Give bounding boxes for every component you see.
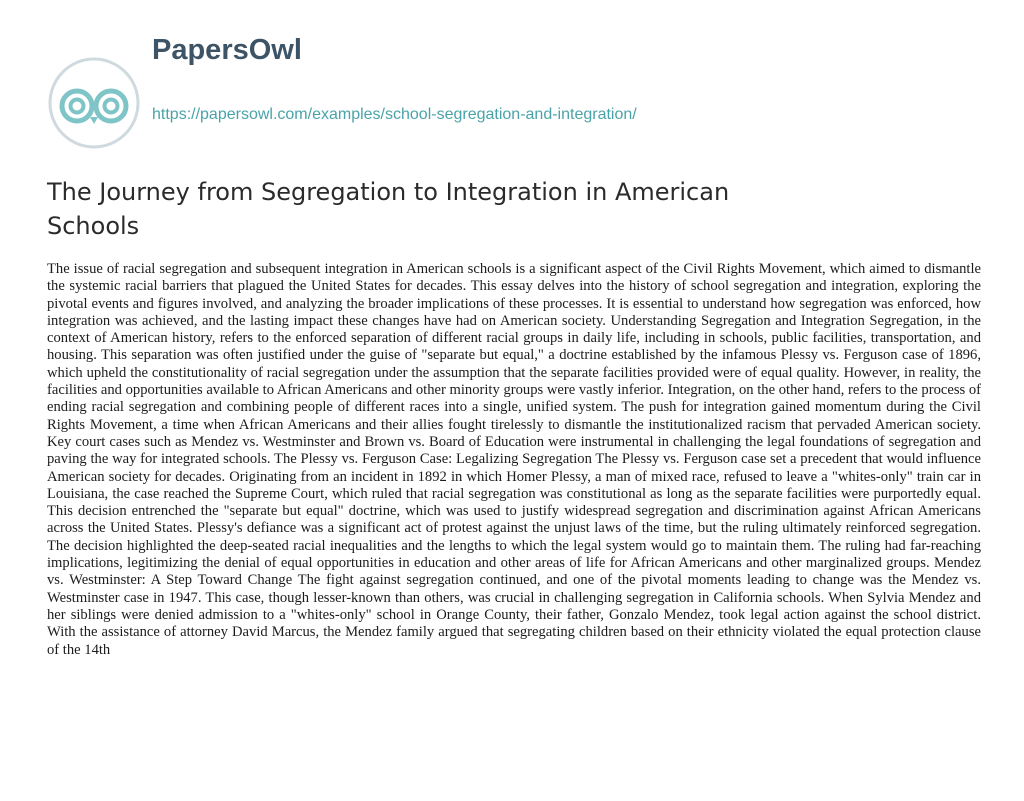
source-url-link[interactable]: https://papersowl.com/examples/school-segregation-and-integration/: [152, 106, 637, 123]
essay-body: The issue of racial segregation and subsequent integration in American schools is a significant aspect of the Civil Rights Movement, which aimed to dismantle the systemic racial barriers that plagued the United States for decades. This essay delves into the history of school segregation and integration, exploring the pivotal events and figures involved, and analyzing the broader implications of these processes. It is essential to understand how segregation was enforced, how integration was achieved, and the lasting impact these changes have had on American society. Understanding Segregation and Integration Segregation, in the context of American history, refers to the enforced separation of different racial groups in daily life, including in schools, public facilities, transportation, and housing. This separation was often justified under the guise of "separate but equal," a doctrine established by the infamous Plessy vs. Ferguson case of 1896, which upheld the constitutionality of racial segregation under the assumption that the separate facilities provided were of equal quality. However, in reality, the facilities and opportunities available to African Americans and other minority groups were vastly inferior. Integration, on the other hand, refers to the process of ending racial segregation and combining people of different races into a single, unified system. The push for integration gained momentum during the Civil Rights Movement, a time when African Americans and their allies fought tirelessly to dismantle the institutionalized racism that pervaded American society. Key court cases such as Mendez vs. Westminster and Brown vs. Board of Education were instrumental in challenging the legal foundations of segregation and paving the way for integrated schools. The Plessy vs. Ferguson Case: Legalizing Segregation The Plessy vs. Ferguson case set a precedent that would influence American society for decades. Originating from an incident in 1892 in which Homer Plessy, a man of mixed race, refused to leave a "whites-only" train car in Louisiana, the case reached the Supreme Court, which ruled that racial segregation was constitutional as long as the separate facilities were purportedly equal. This decision entrenched the "separate but equal" doctrine, which was used to justify widespread segregation and discrimination against African Americans across the United States. Plessy's defiance was a significant act of protest against the unjust laws of the time, but the ruling ultimately reinforced segregation. The decision highlighted the deep-seated racial inequalities and the lengths to which the legal system would go to maintain them. The ruling had far-reaching implications, legitimizing the denial of equal opportunities in education and other areas of life for African Americans and other marginalized groups. Mendez vs. Westminster: A Step Toward Change The fight against segregation continued, and one of the pivotal moments leading to change was the Mendez vs. Westminster case in 1947. This case, though lesser-known than others, was crucial in challenging segregation in California schools. When Sylvia Mendez and her siblings were denied admission to a "whites-only" school in Orange County, their father, Gonzalo Mendez, took legal action against the school district. With the assistance of attorney David Marcus, the Mendez family argued that segregating children based on their ethnicity violated the equal protection clause of the 14th: [47, 261, 981, 658]
brand-name[interactable]: PapersOwl: [152, 34, 302, 66]
essay-title: The Journey from Segregation to Integration in American Schools: [47, 178, 730, 240]
owl-eyes-logo-icon[interactable]: [47, 56, 141, 150]
site-header: [47, 34, 977, 134]
